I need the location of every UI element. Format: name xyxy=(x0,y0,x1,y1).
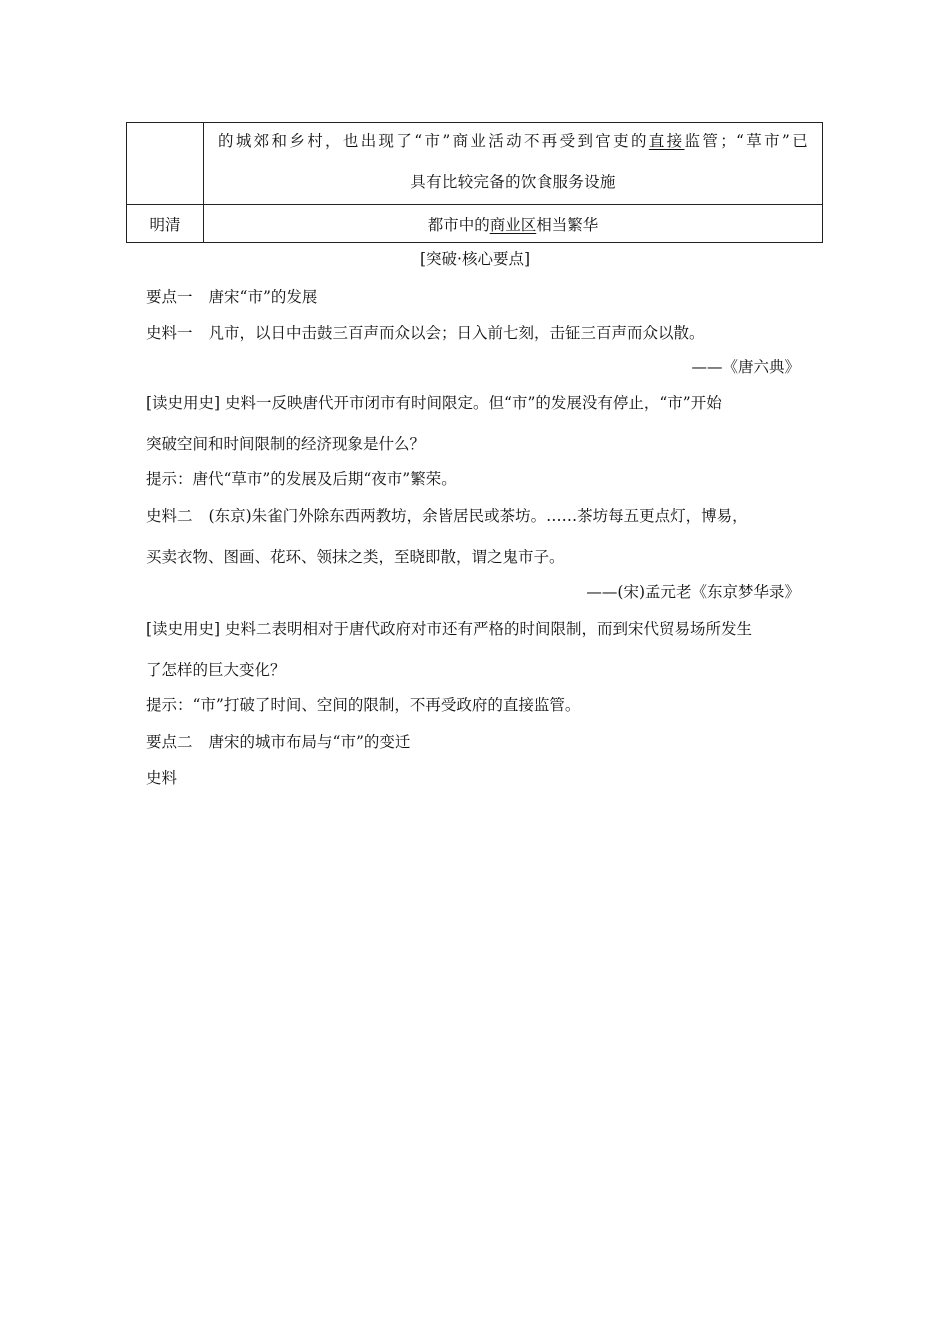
citation: ——《唐六典》 xyxy=(691,358,800,376)
period-cell xyxy=(127,123,204,205)
description-cell: 都市中的商业区相当繁华 xyxy=(204,205,823,243)
source-text: 史料二 (东京)朱雀门外除东西两教坊，余皆居民或茶坊。……茶坊每五更点灯，博易， xyxy=(146,507,748,525)
question-text: 突破空间和时间限制的经济现象是什么？ xyxy=(146,435,426,453)
question-text: [读史用史] 史料二表明相对于唐代政府对市还有严格的时间限制，而到宋代贸易场所发生 xyxy=(146,620,753,638)
table-row xyxy=(127,123,823,205)
source-text: 买卖衣物、图画、花环、领抹之类，至晓即散，谓之鬼市子。 xyxy=(146,548,565,566)
source-text: 史料一 凡市，以日中击鼓三百声而众以会；日入前七刻，击钲三百声而众以散。 xyxy=(146,324,705,342)
point-heading: 要点二 唐宋的城市布局与“市”的变迁 xyxy=(146,733,411,751)
question-text: 了怎样的巨大变化？ xyxy=(146,661,286,679)
underlined-term: 商业区 xyxy=(489,215,537,234)
point-heading: 要点一 唐宋“市”的发展 xyxy=(146,288,318,306)
source-label: 史料 xyxy=(146,769,178,787)
table-row xyxy=(127,205,823,243)
history-table xyxy=(126,122,823,243)
description-cell xyxy=(204,123,823,205)
period-cell: 明清 xyxy=(127,205,204,243)
section-header: [突破·核心要点] xyxy=(419,250,531,268)
citation: ——(宋)孟元老《东京梦华录》 xyxy=(586,583,800,601)
question-text: [读史用史] 史料一反映唐代开市闭市有时间限定。但“市”的发展没有停止，“市”开始 xyxy=(146,394,722,412)
hint-text: 提示：唐代“草市”的发展及后期“夜市”繁荣。 xyxy=(146,470,457,488)
underlined-term: 直接 xyxy=(648,131,685,150)
description-text: 的城郊和乡村，也出现了“市”商业活动不再受到官吏的直接监管；“草市”已 具有比较完备的饮食服务设施 xyxy=(218,131,808,191)
hint-text: 提示：“市”打破了时间、空间的限制，不再受政府的直接监管。 xyxy=(146,696,581,714)
